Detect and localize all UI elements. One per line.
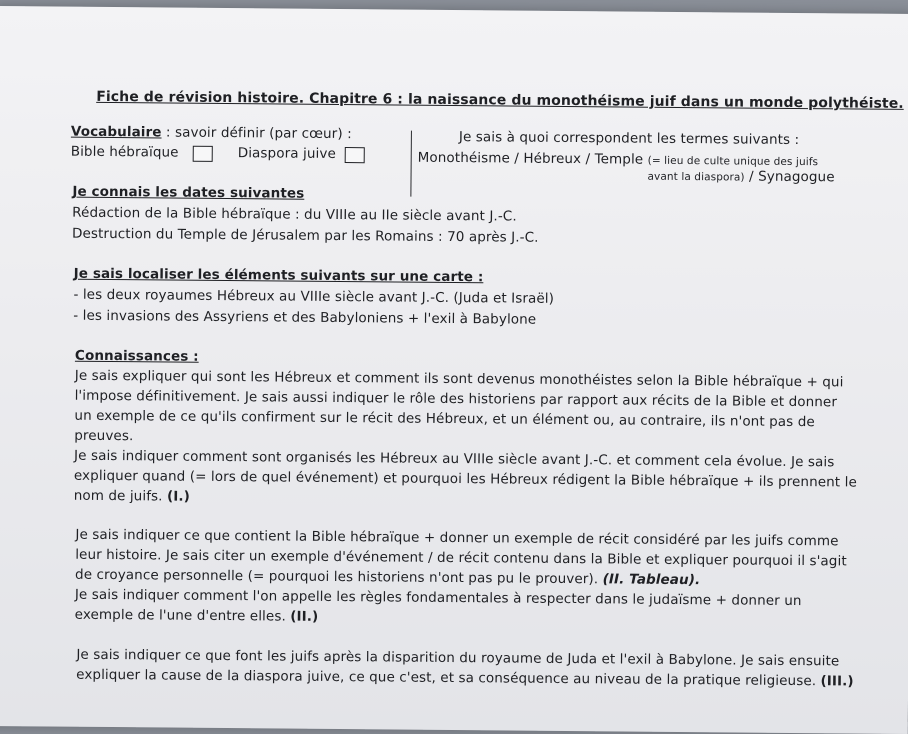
date-line-2: Destruction du Temple de Jérusalem par les Romains : 70 après J.-C. — [71, 225, 539, 246]
temple-note: (= lieu de culte unique des juifs — [647, 154, 819, 169]
map-line-1: - les deux royaumes Hébreux au VIIIe siècle avant J.-C. (Juda et Israël) — [73, 286, 555, 307]
knowledge-p5-text: expliquer la cause de la diaspora juive, ce que c'est, et sa conséquence au niveau de la pratique religieuse. — [76, 666, 817, 690]
checkbox-bible[interactable] — [193, 146, 213, 162]
knowledge-p2-ref: (I.) — [166, 488, 190, 505]
synagogue-term: / Synagogue — [749, 168, 835, 186]
vocab-heading-rest: : savoir définir (par cœur) : — [161, 124, 352, 143]
knowledge-p3-line: Je sais indiquer ce que contient la Bible hébraïque + donner un exemple de récit considéré par les juifs comme — [75, 526, 839, 550]
terms-line — [418, 150, 819, 169]
page-title: Fiche de révision histoire. Chapitre 6 : la naissance du monothéisme juif dans un monde polythéiste. — [96, 88, 904, 112]
terms-list: Monothéisme / Hébreux / Temple — [417, 149, 644, 168]
knowledge-p3-text: de croyance personnelle (= pourquoi les historiens n'ont pas pu le prouver). — [74, 566, 599, 588]
date-line-1: Rédaction de la Bible hébraïque : du VIIIe au IIe siècle avant J.-C. — [72, 204, 517, 225]
vocab-diaspora: Diaspora juive — [237, 145, 336, 162]
terms-line-2 — [647, 168, 834, 186]
terms-heading: Je sais à quoi correspondent les termes suivants : — [458, 129, 800, 149]
knowledge-p4-line-last — [75, 607, 319, 625]
vocab-bible: Bible hébraïque — [70, 143, 179, 161]
knowledge-p2-line: expliquer quand (= lors de quel événement) et pourquoi les Hébreux rédigent la Bible hébraïque + ils prennent le — [73, 467, 857, 491]
knowledge-p1-line: l'impose définitivement. Je sais aussi indiquer le rôle des historiens par rapport aux récits de la Bible et donner — [74, 387, 838, 411]
column-divider — [410, 131, 412, 197]
knowledge-p3-line: leur histoire. Je sais citer un exemple d'événement / de récit contenu dans la Bible et expliquer pourquoi il s'agit — [75, 546, 847, 570]
knowledge-p5-line: Je sais indiquer ce que font les juifs après la disparition du royaume de Juda et l'exil à Babylone. Je sais ensuite — [76, 646, 840, 670]
knowledge-p5-ref: (III.) — [820, 673, 854, 690]
knowledge-p4-ref: (II.) — [290, 608, 319, 625]
knowledge-p1-line: Je sais expliquer qui sont les Hébreux et comment ils sont devenus monothéistes selon la Bible hébraïque + qui — [74, 367, 844, 391]
knowledge-p3-line-last — [75, 567, 700, 588]
knowledge-p2-text: nom de juifs. — [73, 487, 163, 505]
vocab-heading-line — [71, 124, 352, 142]
knowledge-p1-line: preuves. — [74, 427, 134, 445]
map-line-2: - les invasions des Assyriens et des Babyloniens + l'exil à Babylone — [73, 307, 537, 328]
knowledge-p2-line: Je sais indiquer comment sont organisés les Hébreux au VIIIe siècle avant J.-C. et comment cela évolue. Je sais — [74, 447, 835, 471]
vocab-heading: Vocabulaire — [70, 123, 162, 141]
knowledge-p5-line-last — [76, 667, 854, 690]
temple-note-2: avant la diaspora) — [647, 170, 745, 184]
map-heading: Je sais localiser les éléments suivants sur une carte : — [73, 265, 484, 286]
knowledge-heading: Connaissances : — [74, 347, 199, 365]
dates-heading: Je connais les dates suivantes — [72, 183, 305, 202]
knowledge-p2-line-last — [74, 488, 190, 505]
knowledge-p4-text: exemple de l'une d'entre elles. — [74, 606, 286, 625]
knowledge-p1-line: un exemple de ce qu'ils confirment sur le récit des Hébreux, et un élément ou, au contraire, ils n'ont pas de — [74, 407, 815, 431]
revision-sheet — [0, 6, 908, 734]
knowledge-p3-ref: (II. Tableau). — [602, 571, 701, 589]
checkbox-diaspora[interactable] — [345, 147, 365, 163]
knowledge-p4-line: Je sais indiquer comment l'on appelle les règles fondamentales à respecter dans le judaïsme + donner un — [74, 586, 802, 610]
